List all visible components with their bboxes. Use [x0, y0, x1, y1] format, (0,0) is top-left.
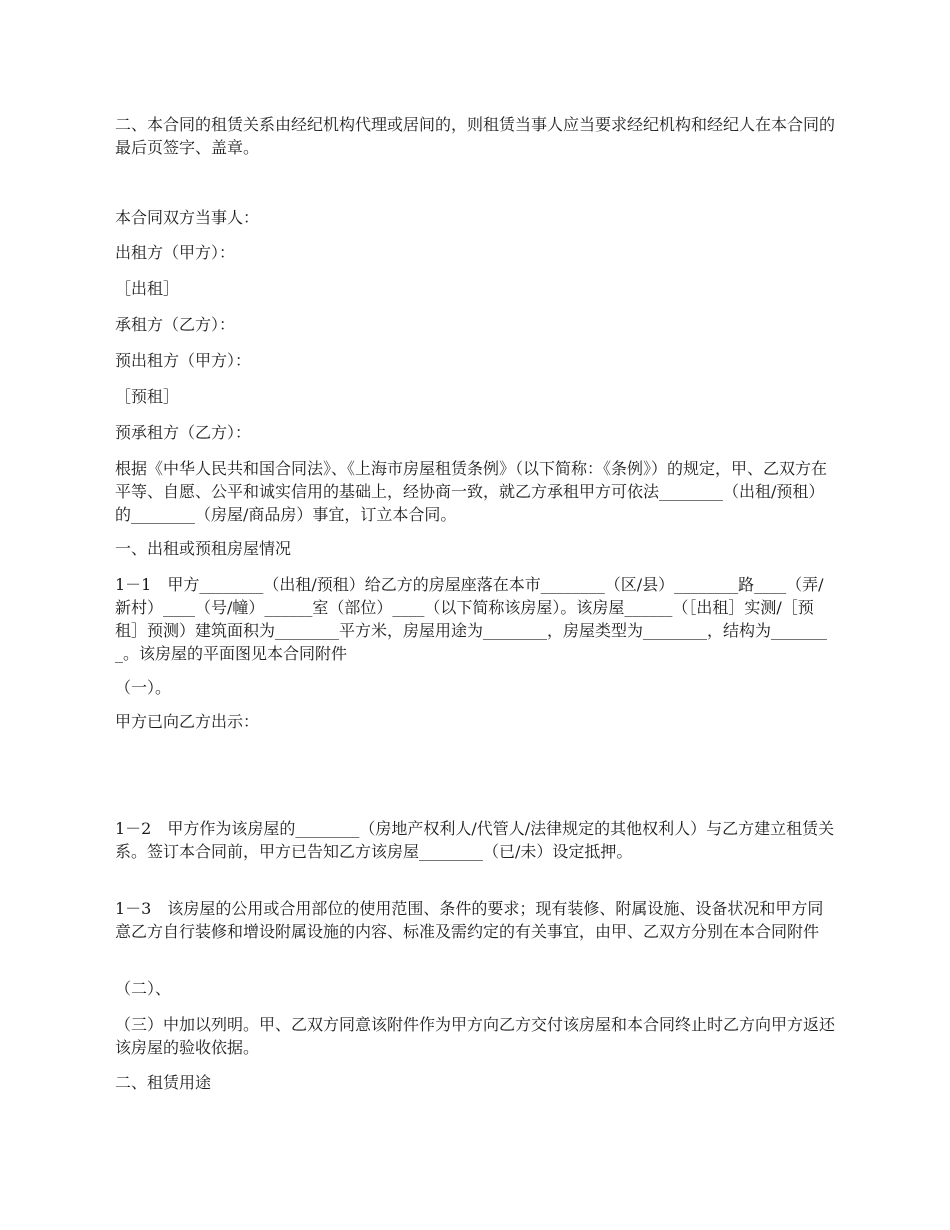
- clause-1-1-annex: （一）。: [115, 678, 172, 697]
- paragraph-parties-heading: 本合同双方当事人：: [115, 208, 260, 227]
- paragraph-lessor: 出租方（甲方）：: [115, 243, 236, 262]
- paragraph-pre-lessee: 预承租方（乙方）：: [115, 423, 252, 442]
- paragraph-agency-clause: 二、本合同的租赁关系由经纪机构代理或居间的，则租赁当事人应当要求经纪机构和经纪人在本合同的最后页签字、盖章。: [115, 115, 836, 157]
- clause-1-3: 1－3 该房屋的公用或合用部位的使用范围、条件的要求；现有装修、附属设施、设备状况和甲方同意乙方自行装修和增设附属设施的内容、标准及需约定的有关事宜，由甲、乙双方分别在本合同附件: [115, 899, 824, 941]
- paragraph-shown-documents: 甲方已向乙方出示：: [115, 712, 260, 731]
- section-heading-premises: 一、出租或预租房屋情况: [115, 539, 292, 558]
- paragraph-lessee: 承租方（乙方）：: [115, 315, 236, 334]
- clause-1-1: 1－1 甲方________（出租/预租）给乙方的房屋座落在本市________（区/县）________路____（弄/新村）____（号/幢）______室（部位）____（以下简称该房屋）。该房屋______（［出租］实测/［预租］预测）建筑面积为________平方米，房屋用途为________，房屋类型为________，结构为________。该房屋的平面图见本合同附件: [115, 575, 828, 663]
- paragraph-pre-lessor: 预出租方（甲方）：: [115, 351, 252, 370]
- paragraph-prelease-tag: ［预租］: [115, 387, 180, 406]
- section-heading-lease-purpose: 二、租赁用途: [115, 1073, 212, 1092]
- clause-1-3-annex-3: （三）中加以列明。甲、乙双方同意该附件作为甲方向乙方交付该房屋和本合同终止时乙方向甲方返还该房屋的验收依据。: [115, 1015, 836, 1057]
- paragraph-legal-basis: 根据《中华人民共和国合同法》、《上海市房屋租赁条例》（以下简称：《条例》）的规定，甲、乙双方在平等、自愿、公平和诚实信用的基础上，经协商一致，就乙方承租甲方可依法________（出租/预租）的________（房屋/商品房）事宜，订立本合同。: [115, 459, 828, 524]
- paragraph-lease-tag: ［出租］: [115, 279, 180, 298]
- clause-1-3-annex-2: （二）、: [115, 979, 172, 998]
- clause-1-2: 1－2 甲方作为该房屋的________（房地产权利人/代管人/法律规定的其他权利人）与乙方建立租赁关系。签订本合同前，甲方已告知乙方该房屋________（已/未）设定抵押。: [115, 819, 835, 861]
